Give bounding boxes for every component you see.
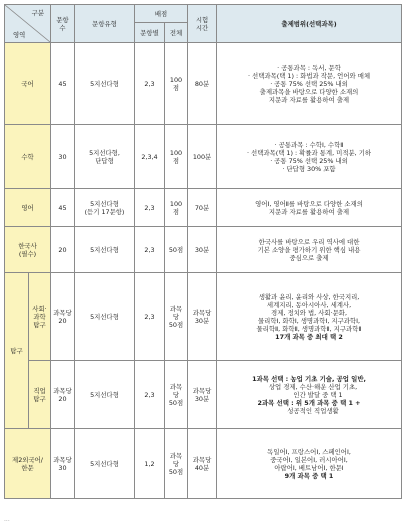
scope-second-foreign (217, 429, 402, 499)
scope-korean-history (217, 227, 402, 273)
score-per-math: 2,3,4 (135, 125, 165, 189)
area-tamgu: 탐구 (5, 273, 29, 429)
area-korean: 국어 (5, 43, 51, 125)
scope-line: 중심으로 출제 (289, 253, 329, 262)
scope-line: · 선택과목(택 1) : 화법과 작문, 언어와 매체 (247, 71, 371, 80)
scope-line: 상업 경제, 수산·해운 산업 기초, (268, 382, 358, 391)
scope-line: 한국사를 바탕으로 우리 역사에 대한 (258, 237, 360, 246)
scope-line: · 공통 75% 선택 25% 내외 (270, 79, 348, 88)
questions-english: 45 (51, 189, 75, 227)
time-korean: 80분 (188, 43, 217, 125)
scope-math (217, 125, 402, 189)
scope-line: 지문과 자료를 활용하여 출제 (268, 207, 350, 216)
table-row-math (5, 125, 402, 189)
header-time: 시험 시간 (188, 5, 217, 43)
scope-line: · 선택과목(택 1) : 확률과 통계, 미적분, 기하 (246, 148, 372, 157)
header-corner-top: 구분 (31, 9, 44, 17)
questions-second-foreign: 과목당 30 (51, 429, 75, 499)
area-korean-history: 한국사 (필수) (5, 227, 51, 273)
table-row-second-foreign (5, 429, 402, 499)
scope-line: 아랍어Ⅰ, 베트남어Ⅰ, 한문Ⅰ (274, 463, 344, 472)
type-second-foreign: 5지선다형 (75, 429, 135, 499)
table-row-job (5, 361, 402, 429)
score-per-social-science: 2,3 (135, 273, 165, 361)
scope-korean (217, 43, 402, 125)
time-korean-history: 30분 (188, 227, 217, 273)
scope-line: 영어Ⅰ, 영어Ⅱ를 바탕으로 다양한 소재의 (255, 199, 363, 208)
header-score: 배점 (135, 5, 188, 23)
table-row-korean-history (5, 227, 402, 273)
score-per-job: 2,3 (135, 361, 165, 429)
header-corner-cell (5, 5, 51, 43)
scope-line: 1과목 선택 : 농업 기초 기술, 공업 일반, (252, 374, 366, 383)
scope-social-science (217, 273, 402, 361)
table-row-english (5, 189, 402, 227)
score-total-english: 100점 (165, 189, 188, 227)
header-questions: 문항 수 (51, 5, 75, 43)
type-korean-history: 5지선다형 (75, 227, 135, 273)
questions-social-science: 과목당 20 (51, 273, 75, 361)
time-second-foreign: 과목당 40분 (188, 429, 217, 499)
questions-math: 30 (51, 125, 75, 189)
scope-line: 9개 과목 중 택 1 (284, 471, 334, 480)
area-english: 영어 (5, 189, 51, 227)
score-total-social-science: 과목당 50점 (165, 273, 188, 361)
header-score-total: 전체 (165, 23, 188, 43)
scope-line: 2과목 선택 : 위 5개 과목 중 택 1 + (257, 398, 361, 407)
scope-line: 지문과 자료를 활용하여 출제 (268, 95, 350, 104)
score-per-english: 2,3 (135, 189, 165, 227)
table-row-korean (5, 43, 402, 125)
type-social-science: 5지선다형 (75, 273, 135, 361)
score-total-korean: 100점 (165, 43, 188, 125)
score-per-korean-history: 2,3 (135, 227, 165, 273)
scope-line: 경제, 정치와 법, 사회·문화, (271, 308, 347, 317)
type-job: 5지선다형 (75, 361, 135, 429)
questions-korean-history: 20 (51, 227, 75, 273)
type-korean: 5지선다형 (75, 43, 135, 125)
questions-korean: 45 (51, 43, 75, 125)
scope-line: · 공통 75% 선택 25% 내외 (270, 156, 348, 165)
scope-line: 물리학Ⅰ, 화학Ⅰ, 생명과학Ⅰ, 지구과학Ⅰ, (258, 316, 361, 325)
header-scope: 출제범위(선택과목) (217, 5, 402, 43)
time-job: 과목당 30분 (188, 361, 217, 429)
sub-area-job: 직업 탐구 (29, 361, 51, 429)
type-english: 5지선다형 (듣기 17문항) (75, 189, 135, 227)
scope-line: 17개 과목 중 최대 택 2 (275, 332, 343, 341)
header-corner-bottom: 영역 (13, 31, 26, 39)
table-row-social-science (5, 273, 402, 361)
header-score-per: 문항별 (135, 23, 165, 43)
score-total-second-foreign: 과목당 50점 (165, 429, 188, 499)
scope-line: 물리학Ⅱ, 화학Ⅱ, 생명과학Ⅱ, 지구과학Ⅱ (256, 324, 362, 333)
score-per-second-foreign: 1,2 (135, 429, 165, 499)
time-english: 70분 (188, 189, 217, 227)
area-math: 수학 (5, 125, 51, 189)
scope-line: 인간 발달 중 택 1 (293, 390, 343, 399)
sub-area-social-science: 사회· 과학 탐구 (29, 273, 51, 361)
scope-line: · 공통과목 : 수학Ⅰ, 수학Ⅱ (274, 140, 344, 149)
questions-job: 과목당 20 (51, 361, 75, 429)
scope-line: 독일어Ⅰ, 프랑스어Ⅰ, 스페인어Ⅰ, (267, 447, 351, 456)
time-social-science: 과목당 30분 (188, 273, 217, 361)
time-math: 100분 (188, 125, 217, 189)
scope-line: 세계지리, 동아시아사, 세계사, (266, 300, 352, 309)
scope-line: · 공통과목 : 독서, 문학 (277, 63, 341, 72)
footer-ellipsis: ... (4, 516, 10, 523)
score-per-korean: 2,3 (135, 43, 165, 125)
score-total-job: 과목당 50점 (165, 361, 188, 429)
header-type: 문항유형 (75, 5, 135, 43)
scope-line: 성공적인 직업생활 (287, 406, 339, 415)
type-math: 5지선다형, 단답형 (75, 125, 135, 189)
scope-line: 생활과 윤리, 윤리와 사상, 한국지리, (258, 292, 360, 301)
scope-job (217, 361, 402, 429)
exam-structure-table (4, 4, 402, 499)
score-total-math: 100점 (165, 125, 188, 189)
scope-line: 중국어Ⅰ, 일본어Ⅰ, 러시아어Ⅰ, (270, 455, 348, 464)
scope-line: 출제과목을 바탕으로 다양한 소재의 (259, 87, 359, 96)
score-total-korean-history: 50점 (165, 227, 188, 273)
scope-line: 기본 소양을 평가하기 위한 핵심 내용 (257, 245, 361, 254)
scope-english (217, 189, 402, 227)
scope-line: · 단답형 30% 포함 (282, 164, 336, 173)
area-second-foreign: 제2외국어/ 한문 (5, 429, 51, 499)
